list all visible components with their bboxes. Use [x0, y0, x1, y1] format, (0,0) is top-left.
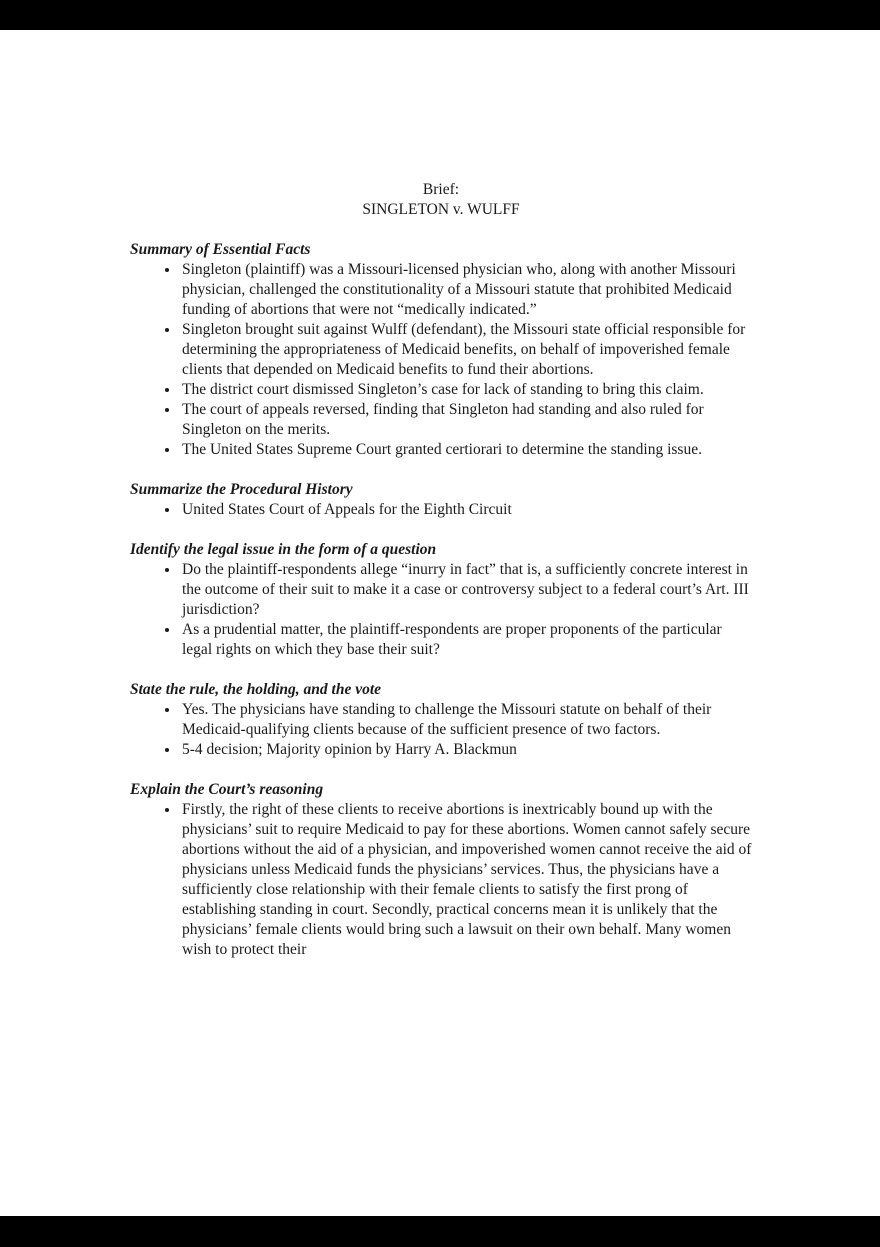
- bullet-item: • The court of appeals reversed, finding that Singleton had standing and also ruled for Singleton on the merits.: [180, 400, 752, 440]
- bullet-item: • Do the plaintiff-respondents allege “inurry in fact” that is, a sufficiently concrete interest in the outcome of their suit to make it a case or controversy subject to a federal court’s Art. III jurisdiction?: [180, 560, 752, 620]
- bullet-item: • As a prudential matter, the plaintiff-respondents are proper proponents of the particular legal rights on which they base their suit?: [180, 620, 752, 660]
- bullet-item: • Singleton brought suit against Wulff (defendant), the Missouri state official responsible for determining the appropriateness of Medicaid benefits, on behalf of impoverished female clients that depended on Medicaid benefits to fund their abortions.: [180, 320, 752, 380]
- bullet-item: • The district court dismissed Singleton’s case for lack of standing to bring this claim.: [180, 380, 752, 400]
- bullet-list: [130, 560, 752, 660]
- section-procedural-history: [130, 480, 752, 520]
- section-legal-issue: [130, 540, 752, 660]
- section-heading: Summary of Essential Facts: [130, 241, 311, 258]
- title-line-brief: Brief:: [422, 181, 460, 198]
- bullet-list: [130, 260, 752, 460]
- section-heading: Explain the Court’s reasoning: [130, 781, 324, 798]
- document-title: [130, 180, 752, 220]
- section-heading: Identify the legal issue in the form of a question: [130, 541, 437, 558]
- bullet-item: • Yes. The physicians have standing to challenge the Missouri statute on behalf of their Medicaid-qualifying clients because of the sufficient presence of two factors.: [180, 700, 752, 740]
- section-summary-of-essential-facts: [130, 240, 752, 460]
- bullet-item: • Singleton (plaintiff) was a Missouri-licensed physician who, along with another Missouri physician, challenged the constitutionality of a Missouri statute that prohibited Medicaid funding of abortions that were not “medically indicated.”: [180, 260, 752, 320]
- bullet-item: • 5-4 decision; Majority opinion by Harry A. Blackmun: [180, 740, 752, 760]
- bullet-item: • The United States Supreme Court granted certiorari to determine the standing issue.: [180, 440, 752, 460]
- bullet-item: • Firstly, the right of these clients to receive abortions is inextricably bound up with the physicians’ suit to require Medicaid to pay for these abortions. Women cannot safely secure abortions without the aid of a physician, and impoverished women cannot receive the aid of physicians unless Medicaid funds the physicians’ services. Thus, the physicians have a sufficiently close relationship with their female clients to satisfy the first prong of establishing standing in court. Secondly, practical concerns mean it is unlikely that the physicians’ female clients would bring such a lawsuit on their own behalf. Many women wish to protect their: [180, 800, 752, 960]
- section-heading: Summarize the Procedural History: [130, 481, 353, 498]
- section-heading: State the rule, the holding, and the vote: [130, 681, 382, 698]
- bullet-list: [130, 500, 752, 520]
- bullet-list: [130, 700, 752, 760]
- bullet-item: • United States Court of Appeals for the Eighth Circuit: [180, 500, 752, 520]
- document-page: [0, 30, 880, 1216]
- section-rule-holding-vote: [130, 680, 752, 760]
- section-courts-reasoning: [130, 780, 752, 960]
- bullet-list: [130, 800, 752, 960]
- title-line-case-name: SINGLETON v. WULFF: [362, 201, 520, 218]
